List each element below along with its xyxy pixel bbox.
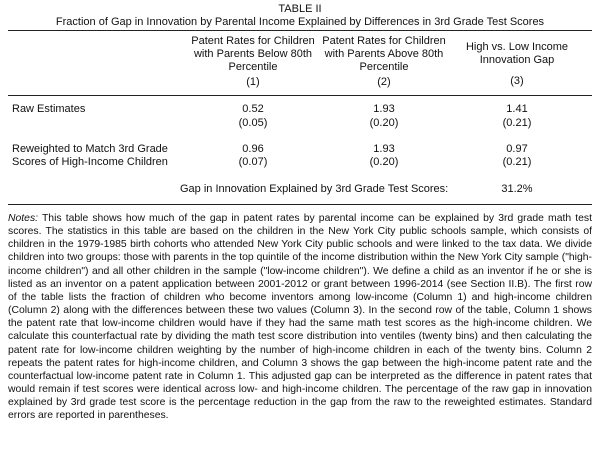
summary-value: 31.2% (501, 183, 533, 195)
top-rule (8, 30, 592, 31)
column-1-header (178, 35, 328, 89)
row-1-estimate-col-1: 0.52 (242, 103, 264, 115)
notes-heading: Notes: (8, 213, 39, 224)
column-2-header-line-3: Percentile (359, 61, 409, 73)
column-1-header-line-3: Percentile (228, 61, 278, 73)
column-1-header-line-2: with Parents Below 80th (193, 48, 312, 60)
row-2-estimate-col-3: 0.97 (506, 143, 528, 155)
row-1-estimate-col-3: 1.41 (506, 103, 528, 115)
row-2-label-line-2: Scores of High-Income Children (12, 156, 168, 168)
column-3-header-line-1: High vs. Low Income (465, 41, 569, 53)
row-2-se-col-2: (0.20) (369, 156, 399, 168)
table-label: TABLE II (278, 3, 322, 15)
row-1-se-col-3: (0.21) (502, 117, 532, 129)
column-3-header (454, 41, 580, 88)
notes-text: This table shows how much of the gap in patent rates by parental income can be explained by 3rd grade math test scores. The statistics in this table are based on the children in the New York City public schools sample, which consists of children in the 1979-1985 birth cohorts who attended New York City public schools and were linked to the tax data. We divide children into two groups: those with parents in the top quintile of the income distribution within the New York City sample ("high-income children") and all other children in the sample ("low-income children"). We define a child as an inventor if he or she is listed as an inventor on a patent application between 2001-2012 or grant between 1996-2014 (see Section II.B). The first row of the table lists the fraction of children who become inventors among low-income (Column 1) and high-income children (Column 2) along with the differences between these two values (Column 3). In the second row of the table, Column 1 shows the patent rate that low-income children would have if they had the same math test scores as the high-income children. We calculate this counterfactual rate by dividing the math test score distribution into ventiles (twenty bins) and then calculating the patent rate for low-income children weighting by the number of high-income children in each of the twenty bins. Column 2 repeats the patent rates for high-income children, and Column 3 shows the gap between the high-income patent rate and the counterfactual low-income patent rate in Column 1. This adjusted gap can be interpreted as the difference in patent rates that would remain if test scores were identical across low- and high-income children. The percentage of the raw gap in innovation explained by 3rd grade test score is the percentage reduction in the gap from the raw to the reweighted estimates. Standard errors are reported in parentheses. (8, 213, 592, 422)
table-caption: Fraction of Gap in Innovation by Parental Income Explained by Differences in 3rd Grade Test Scores (55, 16, 545, 28)
row-1-label: Raw Estimates (12, 103, 86, 115)
header-rule (8, 95, 592, 96)
table-notes (8, 212, 592, 423)
row-2-estimate-col-1: 0.96 (242, 143, 264, 155)
column-3-number: (3) (510, 75, 524, 87)
column-2-header (318, 35, 450, 89)
column-1-number: (1) (246, 76, 260, 88)
row-2-label-line-1: Reweighted to Match 3rd Grade (12, 143, 168, 155)
row-2-estimate-col-2: 1.93 (373, 143, 395, 155)
column-2-number: (2) (377, 76, 391, 88)
column-1-header-line-1: Patent Rates for Children (191, 35, 315, 47)
column-2-header-line-2: with Parents Above 80th (324, 48, 444, 60)
row-1-estimate-col-2: 1.93 (373, 103, 395, 115)
row-2-se-col-1: (0.07) (238, 156, 268, 168)
column-2-header-line-1: Patent Rates for Children (322, 35, 446, 47)
row-2-se-col-3: (0.21) (502, 156, 532, 168)
column-3-header-line-2: Innovation Gap (479, 54, 555, 66)
summary-label: Gap in Innovation Explained by 3rd Grade Test Scores: (180, 183, 449, 195)
row-1-se-col-2: (0.20) (369, 117, 399, 129)
row-1-se-col-1: (0.05) (238, 117, 268, 129)
bottom-rule (8, 204, 592, 205)
